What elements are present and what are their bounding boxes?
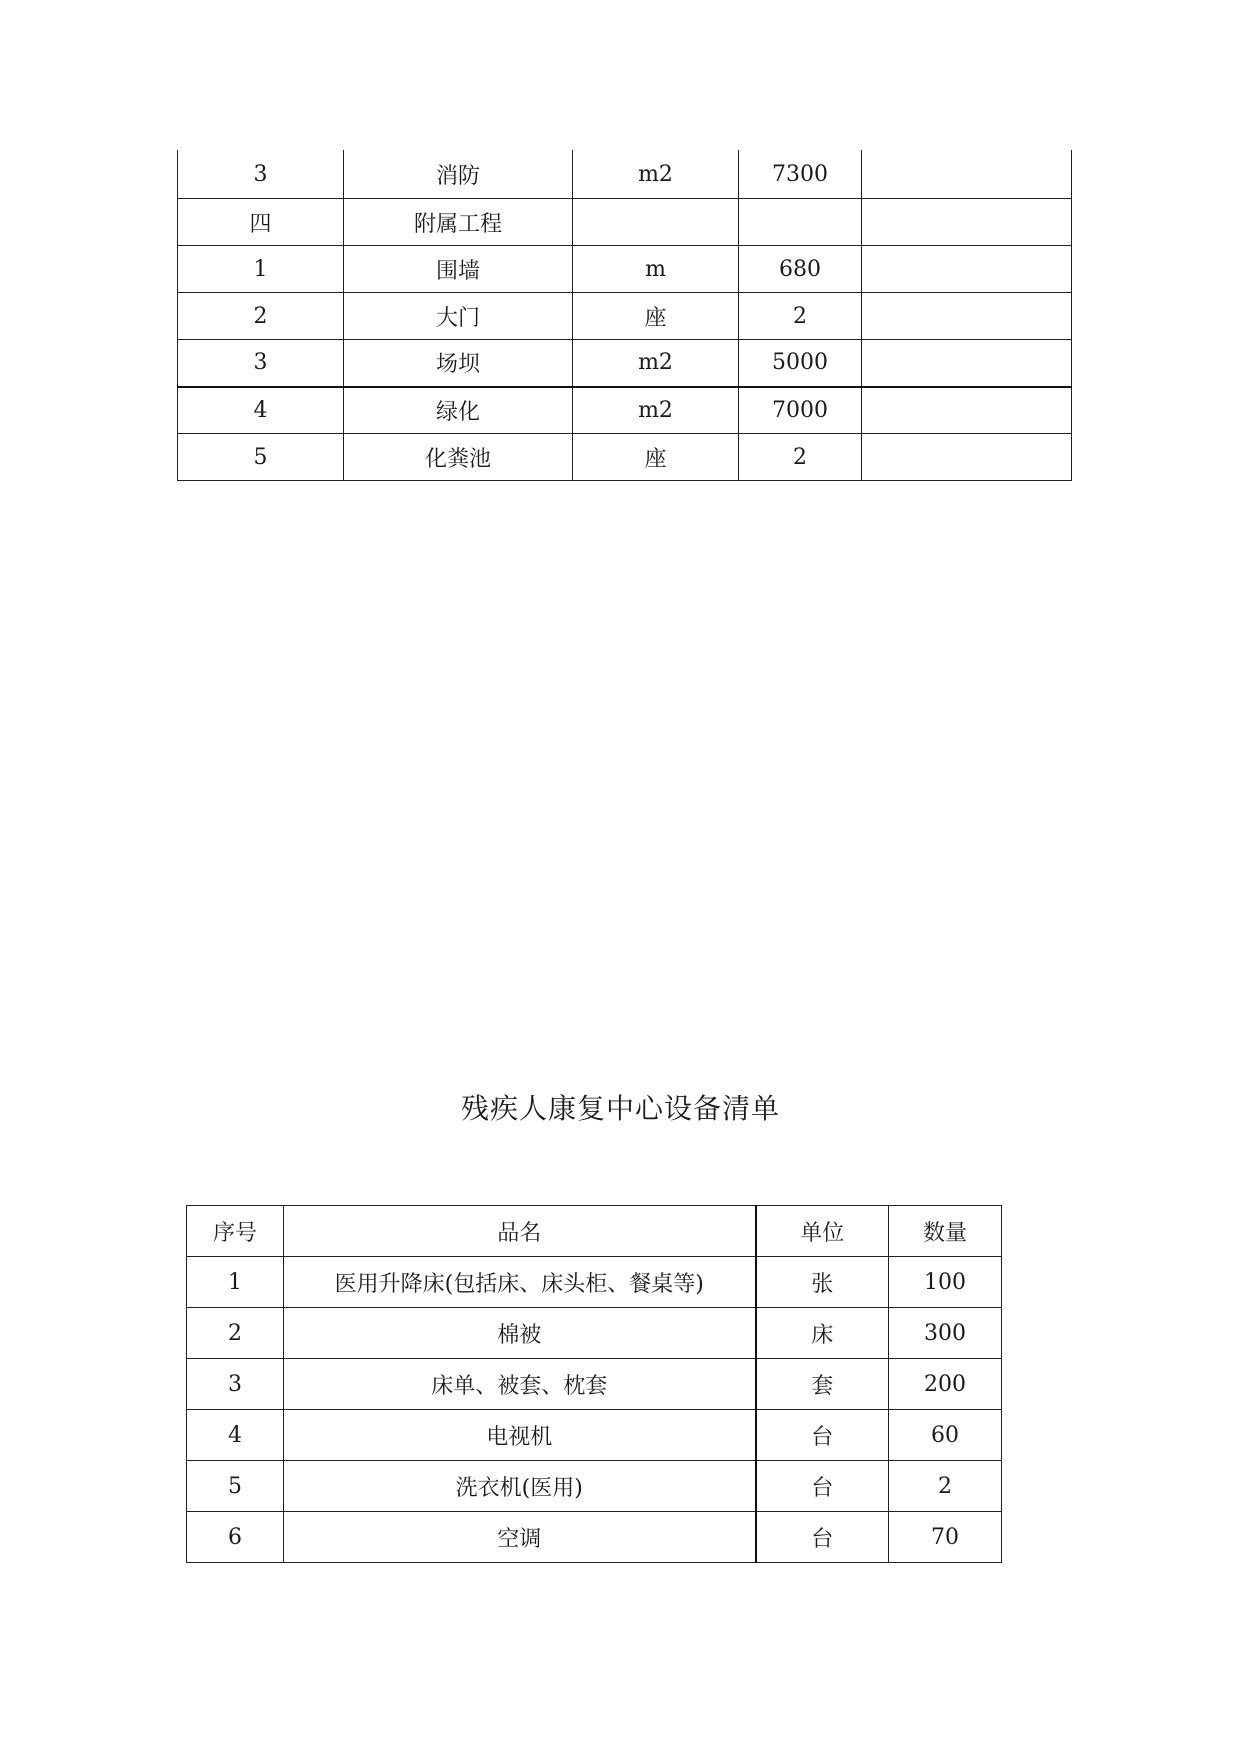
table-row (178, 387, 1072, 434)
item-unit: m (573, 246, 739, 293)
item-name: 消防 (344, 150, 573, 199)
table-row (178, 434, 1072, 481)
item-quantity: 680 (739, 246, 862, 293)
item-name: 场坝 (344, 340, 573, 387)
table-row (187, 1461, 1002, 1512)
table-row (187, 1257, 1002, 1308)
row-number: 2 (187, 1308, 284, 1359)
item-name: 附属工程 (344, 199, 573, 246)
item-name: 围墙 (344, 246, 573, 293)
item-unit: 台 (756, 1461, 889, 1512)
item-quantity (739, 199, 862, 246)
item-note (862, 199, 1072, 246)
row-number: 5 (178, 434, 344, 481)
table-row (178, 340, 1072, 387)
item-quantity: 300 (889, 1308, 1002, 1359)
item-quantity: 60 (889, 1410, 1002, 1461)
row-number: 4 (187, 1410, 284, 1461)
item-quantity: 70 (889, 1512, 1002, 1563)
row-number: 1 (187, 1257, 284, 1308)
header-quantity: 数量 (889, 1206, 1002, 1257)
item-note (862, 293, 1072, 340)
item-note (862, 434, 1072, 481)
row-number: 4 (178, 387, 344, 434)
equipment-list-title: 残疾人康复中心设备清单 (460, 1092, 780, 1125)
item-quantity: 200 (889, 1359, 1002, 1410)
header-unit: 单位 (756, 1206, 889, 1257)
header-no: 序号 (187, 1206, 284, 1257)
item-name: 空调 (284, 1512, 756, 1563)
equipment-table (186, 1205, 1002, 1563)
item-name: 大门 (344, 293, 573, 340)
item-name: 化粪池 (344, 434, 573, 481)
item-unit: 座 (573, 434, 739, 481)
item-quantity: 7000 (739, 387, 862, 434)
item-unit (573, 199, 739, 246)
item-note (862, 387, 1072, 434)
row-number: 四 (178, 199, 344, 246)
item-quantity: 2 (739, 434, 862, 481)
row-number: 3 (178, 340, 344, 387)
item-unit: m2 (573, 340, 739, 387)
item-note (862, 150, 1072, 199)
table-header-row (187, 1206, 1002, 1257)
table-row (187, 1410, 1002, 1461)
item-name: 绿化 (344, 387, 573, 434)
table-row (187, 1359, 1002, 1410)
row-number: 2 (178, 293, 344, 340)
table-row (178, 246, 1072, 293)
table-row (187, 1512, 1002, 1563)
item-note (862, 246, 1072, 293)
item-unit: 台 (756, 1512, 889, 1563)
row-number: 3 (187, 1359, 284, 1410)
item-unit: m2 (573, 387, 739, 434)
table-row (178, 199, 1072, 246)
item-quantity: 2 (739, 293, 862, 340)
row-number: 5 (187, 1461, 284, 1512)
item-name: 棉被 (284, 1308, 756, 1359)
item-name: 洗衣机(医用) (284, 1461, 756, 1512)
table-row (187, 1308, 1002, 1359)
construction-items-table (177, 150, 1072, 481)
item-quantity: 7300 (739, 150, 862, 199)
table-row (178, 150, 1072, 199)
item-note (862, 340, 1072, 387)
item-unit: m2 (573, 150, 739, 199)
item-name: 电视机 (284, 1410, 756, 1461)
item-unit: 座 (573, 293, 739, 340)
item-name: 医用升降床(包括床、床头柜、餐桌等) (284, 1257, 756, 1308)
header-name: 品名 (284, 1206, 756, 1257)
item-unit: 套 (756, 1359, 889, 1410)
row-number: 1 (178, 246, 344, 293)
item-quantity: 2 (889, 1461, 1002, 1512)
row-number: 3 (178, 150, 344, 199)
item-unit: 台 (756, 1410, 889, 1461)
table-row (178, 293, 1072, 340)
row-number: 6 (187, 1512, 284, 1563)
item-name: 床单、被套、枕套 (284, 1359, 756, 1410)
item-unit: 床 (756, 1308, 889, 1359)
item-quantity: 100 (889, 1257, 1002, 1308)
item-unit: 张 (756, 1257, 889, 1308)
item-quantity: 5000 (739, 340, 862, 387)
